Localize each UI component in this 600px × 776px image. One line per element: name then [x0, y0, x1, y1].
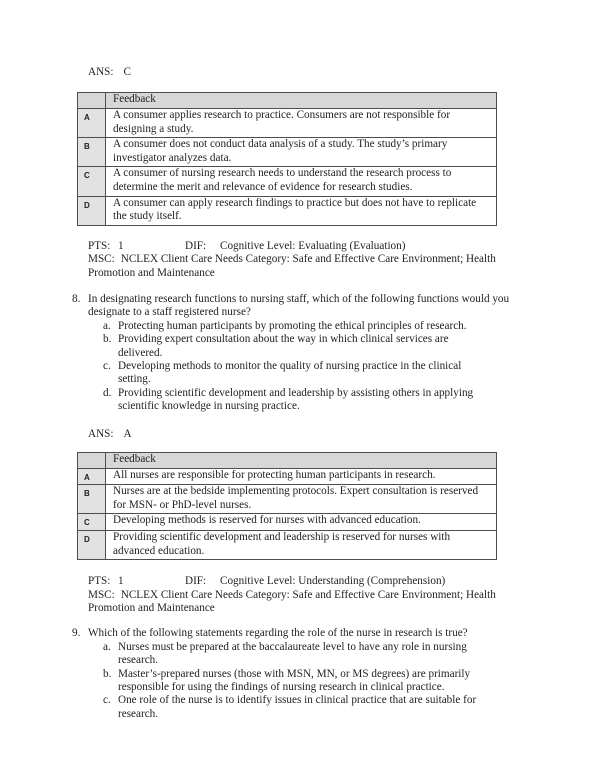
header-letter-cell — [78, 93, 106, 109]
msc-label: MSC: — [88, 588, 115, 601]
answer-value: C — [123, 66, 131, 78]
question-meta-2 — [88, 575, 520, 615]
option-letter: b. — [103, 667, 112, 680]
option-text: Providing expert consultation about the way in which clinical services are delivered. — [118, 333, 449, 359]
feedback-header-row — [78, 93, 497, 109]
msc-value: NCLEX Client Care Needs Category: Safe and Effective Care Environment; Health Promotion and Maintenance — [88, 253, 496, 279]
option-c — [103, 360, 514, 387]
feedback-header-label: Feedback — [106, 93, 497, 109]
dif-label: DIF: — [185, 239, 207, 252]
answer-line-1 — [88, 66, 600, 79]
answer-line-2 — [88, 428, 600, 441]
option-letter: d. — [103, 386, 112, 399]
question-meta-1 — [88, 240, 520, 280]
row-text: Nurses are at the bedside implementing protocols. Expert consultation is reserved for MSN- or PhD-level nurses. — [106, 485, 497, 514]
msc-line — [88, 253, 520, 280]
feedback-table-1 — [77, 92, 497, 225]
question-9 — [72, 627, 600, 721]
question-body — [88, 293, 514, 414]
feedback-row-d — [78, 531, 497, 560]
row-letter: B — [78, 138, 106, 167]
msc-label: MSC: — [88, 253, 115, 266]
answer-label: ANS: — [88, 427, 114, 440]
msc-value: NCLEX Client Care Needs Category: Safe and Effective Care Environment; Health Promotion and Maintenance — [88, 588, 496, 614]
row-letter: A — [78, 468, 106, 485]
pts-dif-line — [88, 240, 520, 253]
row-text: A consumer does not conduct data analysis of a study. The study’s primary investigator analyzes data. — [106, 138, 497, 167]
pts-value: 1 — [118, 239, 124, 252]
answer-label: ANS: — [88, 66, 114, 78]
pts-dif-line — [88, 575, 520, 588]
feedback-row-c — [78, 167, 497, 196]
question-body — [88, 627, 514, 721]
row-text: A consumer applies research to practice. Consumers are not responsible for designing a study. — [106, 109, 497, 138]
feedback-row-d — [78, 196, 497, 225]
row-letter: C — [78, 514, 106, 531]
option-b — [103, 668, 514, 695]
feedback-header-row — [78, 453, 497, 469]
option-c — [103, 694, 514, 721]
option-text: Master’s-prepared nurses (those with MSN, MN, or MS degrees) are primarily responsible for using the findings of nursing research in clinical practice. — [118, 667, 471, 694]
feedback-row-b — [78, 485, 497, 514]
row-text: A consumer can apply research findings to practice but does not have to replicate the study itself. — [106, 196, 497, 225]
dif-value: Cognitive Level: Evaluating (Evaluation) — [220, 239, 406, 252]
dif-value: Cognitive Level: Understanding (Comprehension) — [220, 575, 446, 588]
option-letter: c. — [103, 360, 111, 372]
row-text: All nurses are responsible for protecting human participants in research. — [106, 468, 497, 485]
pts-label: PTS: — [88, 575, 111, 588]
feedback-row-b — [78, 138, 497, 167]
feedback-row-c — [78, 514, 497, 531]
row-letter: D — [78, 531, 106, 560]
question-number: 9. — [72, 627, 81, 640]
option-text: Providing scientific development and leadership by assisting others in applying scientific knowledge in nursing practice. — [118, 386, 474, 413]
option-letter: c. — [103, 694, 111, 707]
row-text: Providing scientific development and leadership is reserved for nurses with advanced education. — [106, 531, 497, 560]
question-number: 8. — [72, 292, 81, 305]
msc-line — [88, 589, 520, 616]
option-a — [103, 641, 514, 668]
option-text: One role of the nurse is to identify issues in clinical practice that are suitable for research. — [118, 694, 477, 720]
pts-label: PTS: — [88, 239, 111, 252]
option-d — [103, 387, 514, 414]
feedback-row-a — [78, 109, 497, 138]
feedback-row-a — [78, 468, 497, 485]
option-text: Developing methods to monitor the quality of nursing practice in the clinical setting. — [118, 360, 462, 386]
question-8 — [72, 293, 600, 414]
option-a — [103, 320, 514, 333]
answer-options — [103, 641, 514, 721]
pts-value: 1 — [118, 575, 124, 588]
row-letter: C — [78, 167, 106, 196]
dif-label: DIF: — [185, 575, 207, 588]
option-letter: a. — [103, 319, 111, 332]
answer-value: A — [123, 427, 132, 440]
option-text: Protecting human participants by promoting the ethical principles of research. — [118, 319, 467, 332]
row-letter: A — [78, 109, 106, 138]
header-letter-cell — [78, 453, 106, 469]
question-text: In designating research functions to nursing staff, which of the following functions would you designate to a staff registered nurse? — [88, 292, 510, 319]
row-text: A consumer of nursing research needs to understand the research process to determine the merit and relevance of evidence for research studies. — [106, 167, 497, 196]
feedback-header-label: Feedback — [106, 453, 497, 469]
question-text: Which of the following statements regarding the role of the nurse in research is true? — [88, 627, 468, 640]
answer-options — [103, 320, 514, 414]
option-letter: b. — [103, 333, 112, 346]
row-text: Developing methods is reserved for nurses with advanced education. — [106, 514, 497, 531]
option-letter: a. — [103, 640, 111, 653]
feedback-table-2 — [77, 452, 497, 560]
option-text: Nurses must be prepared at the baccalaureate level to have any role in nursing research. — [118, 640, 467, 667]
option-b — [103, 333, 514, 360]
row-letter: B — [78, 485, 106, 514]
row-letter: D — [78, 196, 106, 225]
